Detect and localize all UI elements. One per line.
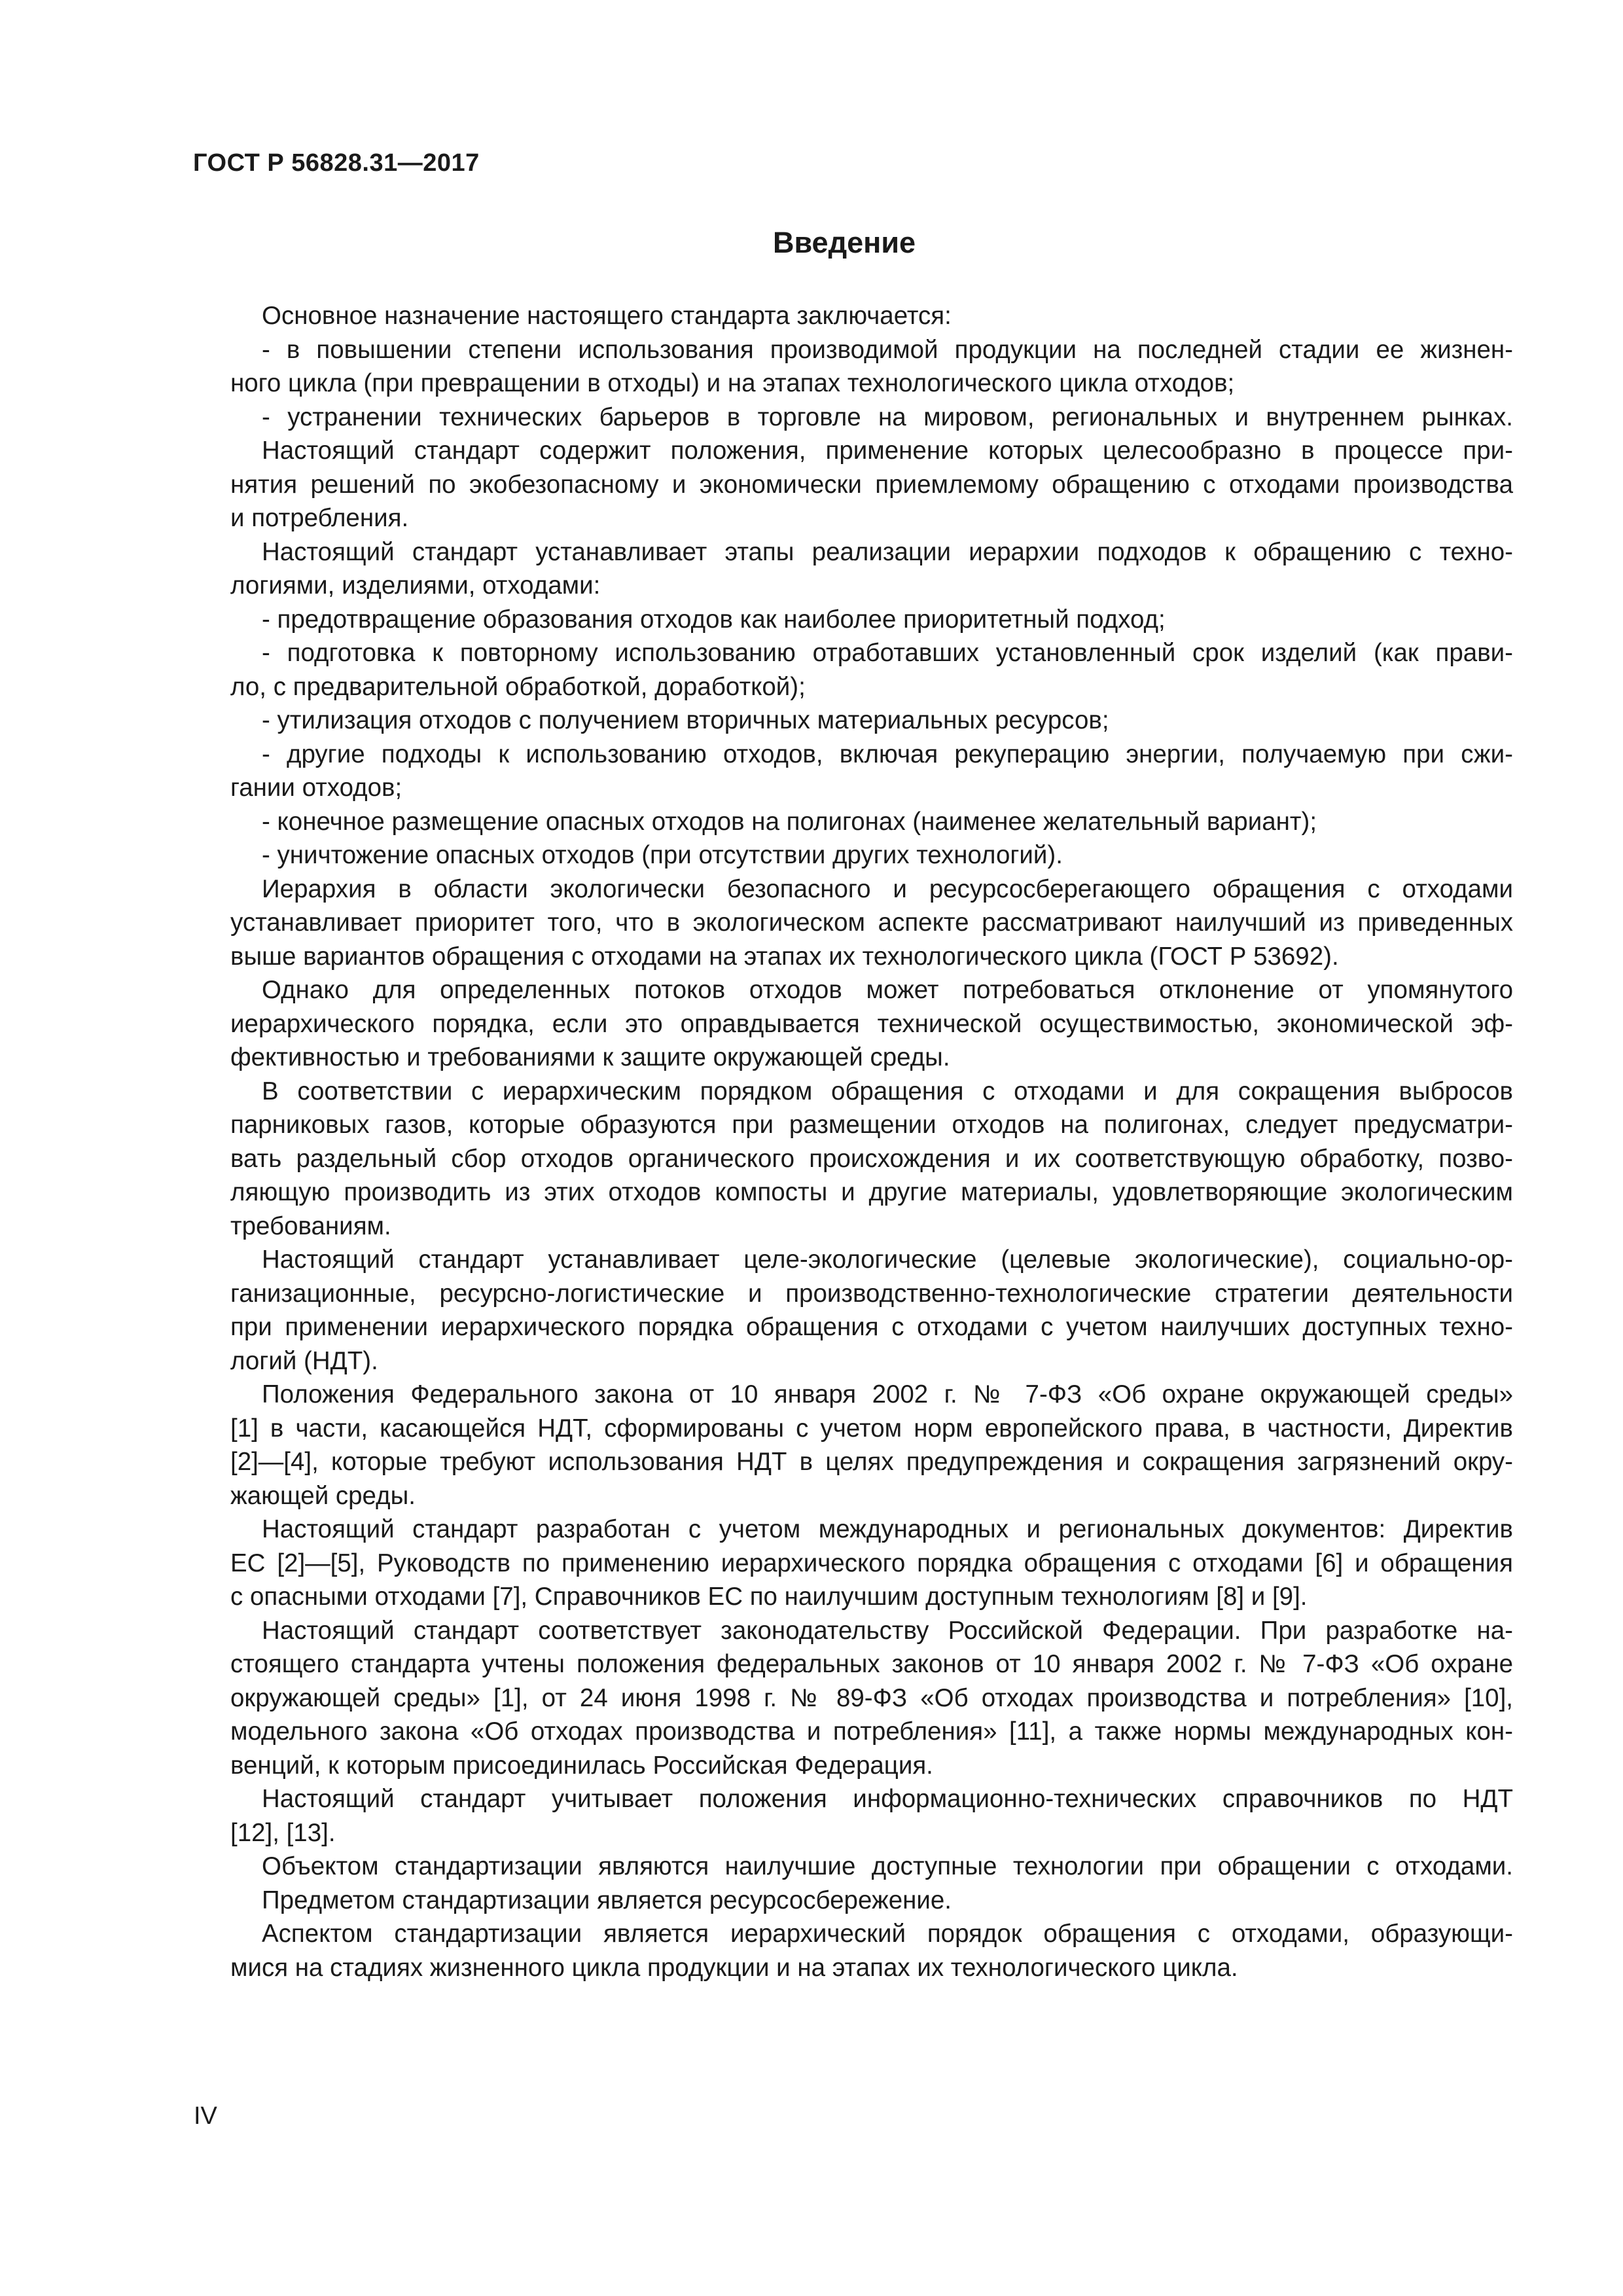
text-line: ного цикла (при превращении в отходы) и на этапах технологического цикла отходов; <box>230 369 1235 397</box>
text-line: Настоящий стандарт содержит положения, применение которых целесообразно в процессе при- <box>262 437 1513 465</box>
text-line: - утилизация отходов с получением вторичных материальных ресурсов; <box>262 706 1109 734</box>
text-line: Иерархия в области экологически безопасного и ресурсосберегающего обращения с отходами <box>262 874 1513 903</box>
text-line: выше вариантов обращения с отходами на этапах их технологического цикла (ГОСТ Р 53692). <box>230 942 1339 971</box>
text-line: парниковых газов, которые образуются при размещении отходов на полигонах, следует предусматри- <box>230 1111 1513 1139</box>
page-number: IV <box>194 2102 217 2130</box>
text-line: иерархического порядка, если это оправдывается технической осуществимостью, экономической эф- <box>230 1009 1513 1038</box>
text-line: требованиям. <box>230 1211 391 1240</box>
text-line: - уничтожение опасных отходов (при отсутствии других технологий). <box>262 841 1063 869</box>
text-line: венций, к которым присоединилась Российская Федерация. <box>230 1751 933 1780</box>
document-code: ГОСТ Р 56828.31—2017 <box>193 149 480 177</box>
text-line: - устранении технических барьеров в торговле на мировом, региональных и внутреннем рынках. <box>262 403 1513 431</box>
text-line: Настоящий стандарт разработан с учетом международных и региональных документов: Директив <box>262 1515 1513 1543</box>
text-line: - подготовка к повторному использованию отработавших установленный срок изделий (как прави- <box>262 639 1513 667</box>
text-line: Объектом стандартизации являются наилучшие доступные технологии при обращении с отходами. <box>262 1852 1513 1880</box>
text-line: ганизационные, ресурсно-логистические и производственно-технологические стратегии деятельности <box>230 1279 1513 1308</box>
text-line: вать раздельный сбор отходов органического происхождения и их соответствующую обработку, позво- <box>230 1144 1513 1173</box>
introduction-body <box>230 299 1513 1984</box>
text-line: Предметом стандартизации является ресурсосбережение. <box>262 1886 952 1914</box>
text-line: логий (НДТ). <box>230 1346 378 1375</box>
text-line: - другие подходы к использованию отходов, включая рекуперацию энергии, получаемую при сжи- <box>262 740 1513 768</box>
text-line: - конечное размещение опасных отходов на полигонах (наименее желательный вариант); <box>262 807 1317 836</box>
text-line: ло, с предварительной обработкой, доработкой); <box>230 672 806 701</box>
text-line: окружающей среды» [1], от 24 июня 1998 г. № 89-ФЗ «Об отходах производства и потребления» [10], <box>230 1683 1513 1712</box>
text-line: стоящего стандарта учтены положения федеральных законов от 10 января 2002 г. № 7-ФЗ «Об охране <box>230 1650 1513 1678</box>
text-line: [12], [13]. <box>230 1818 336 1847</box>
text-line: модельного закона «Об отходах производства и потребления» [11], а также нормы международных кон- <box>230 1717 1513 1746</box>
text-line: нятия решений по экобезопасному и экономически приемлемому обращению с отходами производства <box>230 470 1513 499</box>
text-line: Основное назначение настоящего стандарта заключается: <box>262 302 952 330</box>
text-line: и потребления. <box>230 504 409 532</box>
text-line: Настоящий стандарт устанавливает этапы реализации иерархии подходов к обращению с техно- <box>262 537 1513 566</box>
text-line: мися на стадиях жизненного цикла продукции и на этапах их технологического цикла. <box>230 1953 1238 1982</box>
text-line: с опасными отходами [7], Справочников ЕС по наилучшим доступным технологиям [8] и [9]. <box>230 1583 1308 1611</box>
text-line: - в повышении степени использования производимой продукции на последней стадии ее жизнен- <box>262 335 1513 364</box>
text-line: [1] в части, касающейся НДТ, сформированы с учетом норм европейского права, в частности, Директив <box>230 1414 1513 1443</box>
text-line: Однако для определенных потоков отходов может потребоваться отклонение от упомянутого <box>262 976 1513 1004</box>
section-title: Введение <box>772 226 916 259</box>
text-line: Аспектом стандартизации является иерархический порядок обращения с отходами, образующи- <box>262 1920 1513 1948</box>
text-line: Настоящий стандарт соответствует законодательству Российской Федерации. При разработке на- <box>262 1616 1513 1645</box>
text-line: Положения Федерального закона от 10 января 2002 г. № 7-ФЗ «Об охране окружающей среды» <box>262 1380 1513 1408</box>
text-line: логиями, изделиями, отходами: <box>230 571 601 600</box>
text-line: жающей среды. <box>230 1481 416 1510</box>
text-line: [2]—[4], которые требуют использования НДТ в целях предупреждения и сокращения загрязнений окру- <box>230 1448 1513 1476</box>
text-line: В соответствии с иерархическим порядком обращения с отходами и для сокращения выбросов <box>262 1077 1513 1105</box>
text-line: фективностью и требованиями к защите окружающей среды. <box>230 1043 950 1071</box>
text-line: ляющую производить из этих отходов компосты и другие материалы, удовлетворяющие экологическим <box>230 1178 1513 1206</box>
text-line: гании отходов; <box>230 774 402 802</box>
text-line: Настоящий стандарт устанавливает целе-экологические (целевые экологические), социально-ор- <box>262 1246 1513 1274</box>
text-line: при применении иерархического порядка обращения с отходами с учетом наилучших доступных техно- <box>230 1313 1513 1341</box>
text-line: ЕС [2]—[5], Руководств по применению иерархического порядка обращения с отходами [6] и обращения <box>230 1549 1513 1577</box>
text-line: - предотвращение образования отходов как наиболее приоритетный подход; <box>262 605 1166 634</box>
text-line: Настоящий стандарт учитывает положения информационно-технических справочников по НДТ <box>262 1785 1513 1813</box>
text-line: устанавливает приоритет того, что в экологическом аспекте рассматривают наилучший из приведенных <box>230 908 1513 937</box>
